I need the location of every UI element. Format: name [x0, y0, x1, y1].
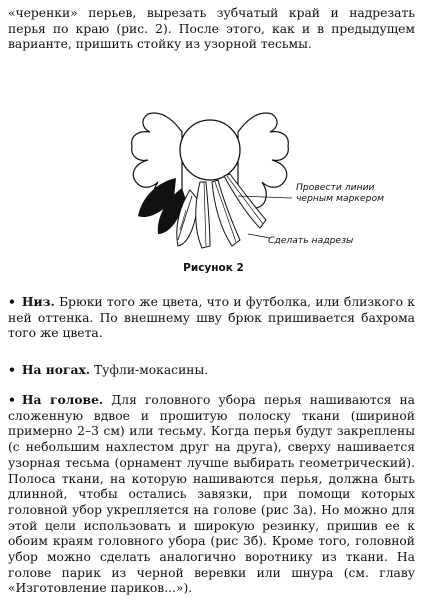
item-text: Туфли-мокасины. — [90, 363, 209, 377]
note-draw-lines: Провести линии — [296, 182, 375, 193]
bullet-marker: • — [8, 362, 16, 377]
fringe-feather-1 — [196, 182, 210, 248]
item-label: Низ. — [21, 294, 55, 309]
item-head — [8, 392, 415, 597]
note-black-marker: черным маркером — [296, 193, 385, 204]
neck-opening — [180, 120, 240, 180]
item-label: На голове. — [21, 392, 104, 407]
item-text: Брюки того же цвета, что и футболка, или близкого к ней оттенка. По внешнему шву брюк пришивается бахрома того же цвета. — [8, 295, 415, 341]
feather-collar-figure — [120, 70, 420, 260]
bullet-marker: • — [8, 294, 16, 309]
item-feet — [8, 362, 415, 379]
figure-caption: Рисунок 2 — [183, 262, 244, 274]
item-label: На ногах. — [21, 362, 91, 377]
intro-paragraph: «черенки» перьев, вырезать зубчатый край и надрезать перья по краю (рис. 2). После этого, как и в предыдущем варианте, пришить стойку из узорной тесьмы. — [8, 6, 415, 52]
item-bottom — [8, 294, 415, 342]
item-text: Для головного убора перья нашиваются на сложенную вдвое и прошитую полоску ткани (шириной примерно 2–3 см) или тесьму. Когда перья будут закреплены (с небольшим нахлестом друг на друга), сверху нашивается узорная тесьма (орнамент лучше выбирать геометрический). Полоса ткани, на которую нашиваются перья, должна быть длинной, чтобы остались завязки, при помощи которых головной убор укрепляется на голове (рис 3а). Но можно для этой цели использовать и широкую резинку, пришив ее к обоим краям головного убора (рис 3б). Кроме того, головной убор можно сделать аналогично воротнику из ткани. На голове парик из черной веревки или шнура (см. главу «Изготовление париков...»). — [8, 393, 415, 596]
bullet-marker: • — [8, 392, 16, 407]
note-make-cuts: Сделать надрезы — [268, 235, 354, 246]
leader-line-cuts — [248, 234, 270, 238]
